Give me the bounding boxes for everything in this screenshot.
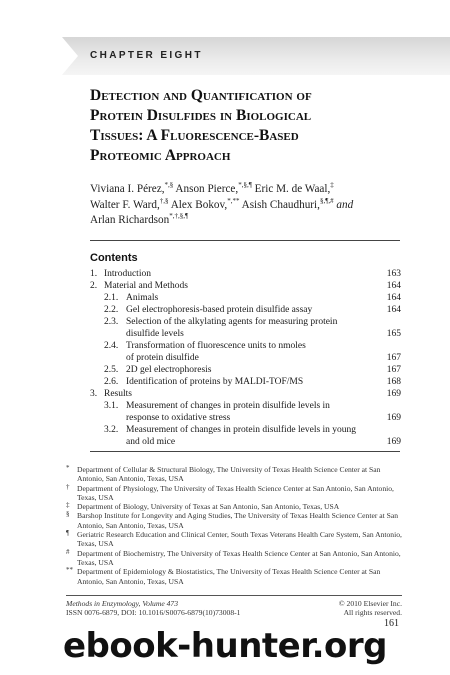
contents-heading: Contents <box>90 252 138 264</box>
toc-row <box>90 436 401 448</box>
author-name: Alex Bokov, <box>168 198 228 211</box>
toc-page-number: 164 <box>386 305 401 315</box>
toc-entry-text: Results <box>104 389 132 399</box>
toc-page-number: 164 <box>386 281 401 291</box>
affiliation-note <box>66 530 402 549</box>
toc-page-number: 167 <box>386 353 401 363</box>
page-number: 161 <box>384 618 399 629</box>
author-name: Anson Pierce, <box>173 183 239 195</box>
contents-top-rule <box>90 240 400 241</box>
toc-entry-text: of protein disulfide <box>126 353 199 363</box>
toc-row <box>90 424 401 436</box>
affiliation-text: Barshop Institute for Longevity and Aging Studies, The University of Texas Health Science Center at San Antonio, San Antonio, Texas, USA <box>77 511 399 530</box>
toc-entry-text: and old mice <box>126 437 176 447</box>
toc-row <box>90 388 401 400</box>
toc-number: 2.4. <box>104 341 119 351</box>
affiliation-mark: ¶ <box>66 529 70 538</box>
footer-line-2 <box>66 608 402 617</box>
affiliation-text: Department of Physiology, The University of Texas Health Science Center at San Antonio, San Antonio, Texas, USA <box>77 483 394 502</box>
toc-page-number: 167 <box>386 365 401 375</box>
affiliation-text: Department of Cellular & Structural Biology, The University of Texas Health Science Center at San Antonio, San Antonio, Texas, USA <box>77 465 381 484</box>
affiliation-text: Department of Epidemiology & Biostatistics, The University of Texas Health Science Center at San Antonio, San Antonio, Texas, USA <box>77 567 381 586</box>
title-line: Detection and Quantification of <box>90 87 312 104</box>
toc-row <box>90 328 401 340</box>
toc-row <box>90 376 401 388</box>
author-name: Eric M. de Waal, <box>251 183 331 195</box>
toc-entry-text: Identification of proteins by MALDI-TOF/MS <box>126 377 304 387</box>
chapter-banner-notch <box>62 37 78 75</box>
affiliation-note <box>66 465 402 484</box>
toc-row <box>90 280 401 292</box>
affiliation-mark: ** <box>66 566 73 575</box>
author-name: Viviana I. Pérez, <box>90 183 165 195</box>
table-of-contents <box>90 268 401 448</box>
affiliation-text: Department of Biology, University of Texas at San Antonio, San Antonio, Texas, USA <box>77 502 340 512</box>
toc-entry-text: 2D gel electrophoresis <box>126 365 212 375</box>
footer-line-1 <box>66 599 402 608</box>
author-affiliation-marks: §,¶,# <box>319 196 334 205</box>
author-affiliation-marks: *,§ <box>164 181 174 189</box>
toc-number: 3.2. <box>104 425 119 435</box>
author-line <box>90 198 420 214</box>
affiliation-note <box>66 511 402 530</box>
affiliation-text: Geriatric Research Education and Clinical Center, South Texas Veterans Health Care System, San Antonio, Texas, USA <box>77 530 402 549</box>
toc-row <box>90 304 401 316</box>
journal-citation: Methods in Enzymology, Volume 473 <box>66 599 178 608</box>
toc-entry-text: Animals <box>126 293 159 303</box>
toc-entry-text: Gel electrophoresis-based protein disulfide assay <box>126 305 313 315</box>
toc-entry-text: disulfide levels <box>126 329 184 339</box>
title-line: Proteomic Approach <box>90 147 231 164</box>
author-affiliation-marks: *,†,§,¶ <box>169 212 189 220</box>
issn-doi: ISSN 0076-6879, DOI: 10.1016/S0076-6879(10)73008-1 <box>66 608 241 617</box>
affiliation-mark: ‡ <box>66 501 70 510</box>
toc-number: 2.6. <box>104 377 119 387</box>
toc-page-number: 169 <box>386 413 401 423</box>
toc-row <box>90 292 401 304</box>
affiliation-mark: § <box>66 510 70 519</box>
author-name: Asish Chaudhuri, <box>239 198 320 211</box>
chapter-title <box>90 86 410 166</box>
affiliation-footnotes <box>66 465 402 586</box>
toc-entry-text: Introduction <box>104 269 151 279</box>
affiliation-note <box>66 502 402 511</box>
toc-entry-text: Transformation of fluorescence units to nmoles <box>126 341 306 351</box>
author-name: Arlan Richardson <box>90 214 170 226</box>
affiliation-mark: # <box>66 547 70 556</box>
toc-entry-text: Measurement of changes in protein disulfide levels in <box>126 401 330 411</box>
toc-page-number: 169 <box>386 389 401 399</box>
affiliation-note <box>66 549 402 568</box>
toc-number: 3. <box>90 389 98 399</box>
author-affiliation-marks: *,§,¶ <box>238 181 252 189</box>
footer-rule <box>66 595 402 596</box>
affiliation-note <box>66 484 402 503</box>
author-line <box>90 182 420 198</box>
author-list <box>90 182 420 229</box>
toc-page-number: 164 <box>386 293 401 303</box>
toc-page-number: 163 <box>386 269 401 279</box>
toc-number: 2.1. <box>104 293 119 303</box>
affiliation-mark: † <box>66 482 70 491</box>
author-affiliation-marks: *,** <box>227 196 240 205</box>
toc-row <box>90 340 401 352</box>
toc-page-number: 165 <box>386 329 401 339</box>
toc-number: 1. <box>90 269 98 279</box>
title-line: Tissues: A Fluorescence-Based <box>90 127 299 144</box>
toc-entry-text: Material and Methods <box>104 281 188 291</box>
toc-page-number: 168 <box>386 377 401 387</box>
toc-row <box>90 352 401 364</box>
toc-number: 2. <box>90 281 98 291</box>
toc-row <box>90 400 401 412</box>
author-conjunction: and <box>333 198 354 211</box>
toc-entry-text: Selection of the alkylating agents for measuring protein <box>126 317 338 327</box>
contents-bottom-rule <box>90 451 400 452</box>
toc-row <box>90 316 401 328</box>
toc-row <box>90 268 401 280</box>
toc-number: 3.1. <box>104 401 119 411</box>
toc-entry-text: response to oxidative stress <box>126 413 231 423</box>
watermark-logo: ebook-hunter.org <box>62 626 388 666</box>
author-affiliation-marks: ‡ <box>330 181 334 189</box>
affiliation-mark: * <box>66 464 70 472</box>
toc-number: 2.5. <box>104 365 119 375</box>
rights-statement: All rights reserved. <box>343 608 402 617</box>
toc-page-number: 169 <box>386 437 401 447</box>
title-line: Protein Disulfides in Biological <box>90 107 312 124</box>
author-affiliation-marks: †,§ <box>159 196 169 205</box>
toc-entry-text: Measurement of changes in protein disulfide levels in young <box>126 425 357 435</box>
author-line <box>90 213 420 229</box>
affiliation-note <box>66 567 402 586</box>
author-name: Walter F. Ward, <box>90 198 160 211</box>
toc-row <box>90 412 401 424</box>
toc-number: 2.2. <box>104 305 119 315</box>
copyright: © 2010 Elsevier Inc. <box>338 599 402 608</box>
toc-number: 2.3. <box>104 317 119 327</box>
toc-row <box>90 364 401 376</box>
affiliation-text: Department of Biochemistry, The University of Texas Health Science Center at San Antonio, San Antonio, Texas, USA <box>77 548 401 567</box>
chapter-label: CHAPTER EIGHT <box>90 50 203 61</box>
